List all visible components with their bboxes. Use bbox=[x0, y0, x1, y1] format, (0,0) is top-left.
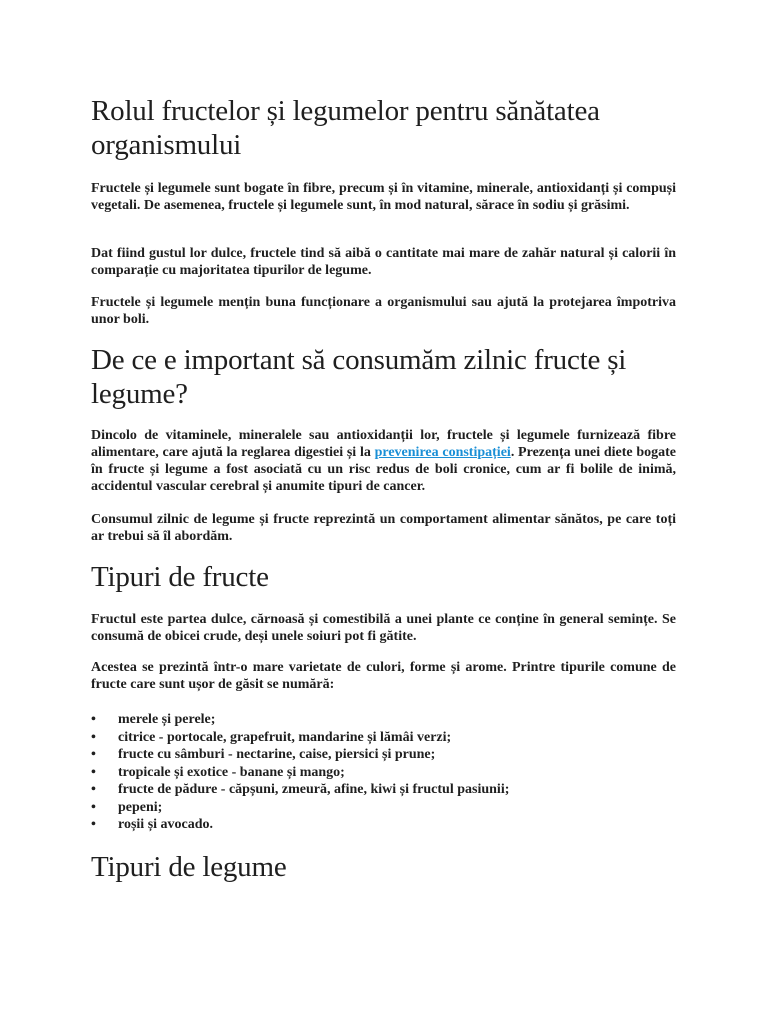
fruits-paragraph-1: Fructul este partea dulce, cărnoasă și comestibilă a unei plante ce conține în general semințe. Se consumă de obicei crude, deși unele soiuri pot fi gătite. bbox=[91, 612, 676, 644]
list-item: • roșii și avocado. bbox=[91, 817, 214, 832]
important-paragraph-2: Consumul zilnic de legume și fructe reprezintă un comportament alimentar sănătos, pe care toți ar trebui să îl abordăm. bbox=[91, 512, 676, 544]
section-heading-important: De ce e important să consumăm zilnic fructe și legume? bbox=[91, 344, 627, 410]
page-title: Rolul fructelor și legumelor pentru sănătatea organismului bbox=[91, 95, 600, 161]
bullet-icon: • bbox=[91, 747, 96, 762]
intro-paragraph-1: Fructele și legumele sunt bogate în fibre, precum și în vitamine, minerale, antioxidanți și compuși vegetali. De asemenea, fructele și legumele sunt, în mod natural, sărace în sodiu și grăsimi. bbox=[91, 181, 676, 213]
list-item: • citrice - portocale, grapefruit, mandarine și lămâi verzi; bbox=[91, 729, 452, 745]
list-item: • pepeni; bbox=[91, 799, 163, 815]
bullet-icon: • bbox=[91, 817, 96, 832]
fruits-paragraph-2: Acestea se prezintă într-o mare varietate de culori, forme și arome. Printre tipurile comune de fructe care sunt ușor de găsit se numără: bbox=[91, 660, 676, 692]
bullet-icon: • bbox=[91, 712, 96, 727]
section-heading-vegetables: Tipuri de legume bbox=[91, 851, 287, 883]
intro-paragraph-2: Dat fiind gustul lor dulce, fructele tind să aibă o cantitate mai mare de zahăr natural și calorii în comparație cu majoritatea tipurilor de legume. bbox=[91, 246, 676, 278]
fruit-types-list bbox=[91, 711, 676, 834]
bullet-icon: • bbox=[91, 799, 96, 815]
list-item: • fructe cu sâmburi - nectarine, caise, piersici și prune; bbox=[91, 747, 436, 762]
list-item: • merele și perele; bbox=[91, 712, 216, 727]
list-item: • fructe de pădure - căpșuni, zmeură, afine, kiwi și fructul pasiunii; bbox=[91, 782, 510, 797]
constipation-prevention-link[interactable]: prevenirea constipației bbox=[374, 445, 511, 460]
intro-paragraph-3: Fructele și legumele mențin buna funcționare a organismului sau ajută la protejarea împotriva unor boli. bbox=[91, 295, 676, 327]
list-item: • tropicale și exotice - banane și mango; bbox=[91, 764, 345, 780]
bullet-icon: • bbox=[91, 729, 96, 745]
important-paragraph-1-start: Dincolo de vitaminele, mineralele sau antioxidanții lor, fructele și legumele furnizează fibre alimentare, care ajută la reglarea digestiei și la bbox=[91, 428, 676, 460]
section-heading-fruits: Tipuri de fructe bbox=[91, 561, 269, 593]
important-paragraph-1-end: . Prezența unei diete bogate în fructe și legume a fost asociată cu un risc redus de boli cronice, cum ar fi bolile de inimă, accidentul vascular cerebral și anumite tipuri de cancer. bbox=[91, 445, 676, 494]
bullet-icon: • bbox=[91, 782, 96, 797]
important-paragraph-1 bbox=[91, 427, 676, 495]
bullet-icon: • bbox=[91, 764, 96, 780]
